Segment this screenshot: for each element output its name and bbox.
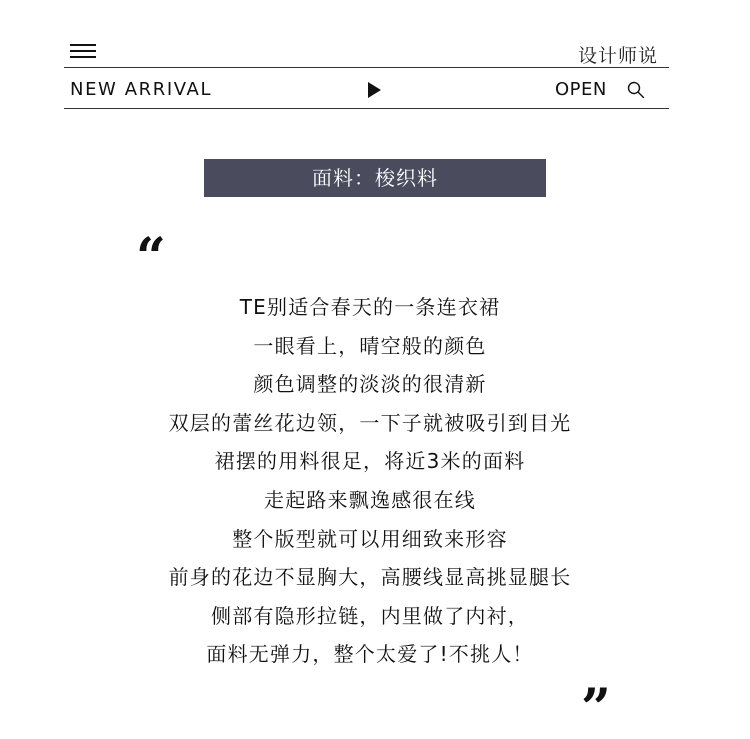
fabric-banner: 面料：梭织料	[204, 159, 546, 197]
menu-bar	[70, 50, 96, 52]
description-line: 一眼看上，晴空般的颜色	[253, 333, 487, 358]
open-quote-icon: “	[136, 227, 166, 288]
description-line: TE别适合春天的一条连衣裙	[239, 295, 501, 319]
divider-top	[64, 67, 669, 68]
new-arrival-link[interactable]: NEW ARRIVAL	[70, 79, 213, 100]
description-line: 颜色调整的淡淡的很清新	[253, 372, 487, 397]
description-line: 整个版型就可以用细致来形容	[232, 526, 508, 551]
designer-says-title: 设计师说	[577, 45, 658, 67]
search-icon[interactable]	[627, 81, 645, 99]
description-line: 侧部有隐形拉链，内里做了内衬，	[211, 603, 529, 628]
play-icon[interactable]	[368, 82, 381, 98]
close-quote-icon: ”	[581, 678, 611, 739]
hamburger-menu-icon[interactable]	[70, 44, 96, 60]
description-line: 走起路来飘逸感很在线	[264, 487, 476, 512]
search-icon-graphic	[627, 81, 645, 99]
menu-bar	[70, 44, 96, 46]
open-link[interactable]: OPEN	[555, 79, 607, 100]
description-line: 裙摆的用料很足，将近3米的面料	[214, 449, 526, 474]
divider-bottom	[64, 108, 669, 109]
product-description	[0, 288, 740, 674]
description-line: 面料无弹力，整个太爱了!不挑人！	[206, 642, 534, 667]
description-line: 前身的花边不显胸大，高腰线显高挑显腿长	[168, 565, 572, 590]
description-line: 双层的蕾丝花边领，一下子就被吸引到目光	[168, 410, 572, 435]
menu-bar	[70, 56, 96, 58]
